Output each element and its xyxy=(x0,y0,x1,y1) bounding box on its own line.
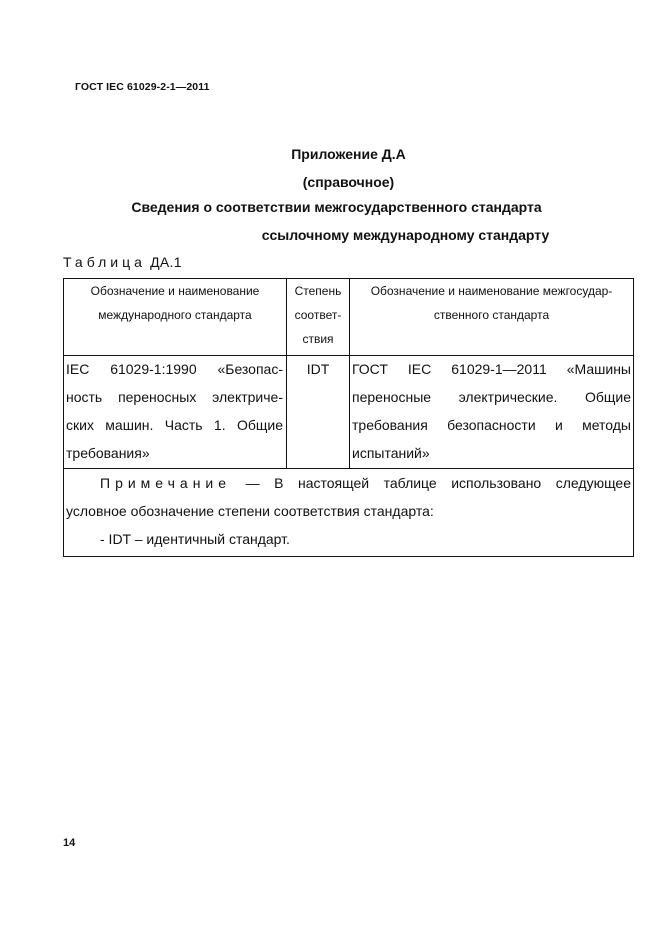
table-caption-word: Таблица xyxy=(63,254,146,270)
table-note xyxy=(66,469,631,553)
cell-line: ность переносных электриче- xyxy=(66,389,283,405)
cell-line: требования безопасности и методы xyxy=(352,417,631,433)
cell-interstate-standard xyxy=(352,355,631,467)
cell-line: переносные электрические. Общие xyxy=(352,389,631,405)
note-label: Примечание xyxy=(100,475,232,491)
column-header-interstate xyxy=(350,279,633,327)
cell-line: ских машин. Часть 1. Общие xyxy=(66,417,283,433)
appendix-heading-line1: Сведения о соответствии межгосударственного стандарта xyxy=(131,199,542,215)
note-line1-text: — В настоящей таблице использовано следующее xyxy=(231,475,631,491)
page-number: 14 xyxy=(63,837,76,849)
cell-line: IEC 61029-1:1990 «Безопас- xyxy=(66,361,283,377)
document-code-header: ГОСТ IEC 61029-2-1—2011 xyxy=(75,81,210,93)
note-line1 xyxy=(66,469,631,497)
column-header-degree-line2: соответ- xyxy=(294,308,342,322)
cell-international-standard xyxy=(66,355,283,467)
column-header-interstate-line2: ственного стандарта xyxy=(433,308,550,322)
note-line3: - IDT – идентичный стандарт. xyxy=(100,531,290,547)
table-caption xyxy=(63,254,182,270)
cell-line: испытаний» xyxy=(352,445,430,461)
correspondence-table xyxy=(63,278,634,557)
note-line2: условное обозначение степени соответствия стандарта: xyxy=(66,503,434,519)
column-header-international xyxy=(64,279,286,327)
column-header-degree-line1: Степень xyxy=(294,284,342,298)
appendix-subtitle: (справочное) xyxy=(302,174,395,190)
column-header-international-line1: Обозначение и наименование xyxy=(90,284,260,298)
column-header-international-line2: международного стандарта xyxy=(98,308,252,322)
column-divider-2b xyxy=(349,356,350,468)
column-header-degree-line3: ствия xyxy=(302,332,334,346)
cell-degree: IDT xyxy=(306,361,330,377)
column-header-interstate-line1: Обозначение и наименование межгосудар- xyxy=(370,284,613,298)
appendix-heading-line2: ссылочному международному стандарту xyxy=(261,227,550,243)
column-header-degree xyxy=(287,279,349,351)
cell-line: требования» xyxy=(66,445,150,461)
appendix-title: Приложение Д.А xyxy=(291,146,406,162)
cell-line: ГОСТ IEC 61029-1—2011 «Машины xyxy=(352,361,631,377)
table-caption-id: ДА.1 xyxy=(150,254,182,270)
